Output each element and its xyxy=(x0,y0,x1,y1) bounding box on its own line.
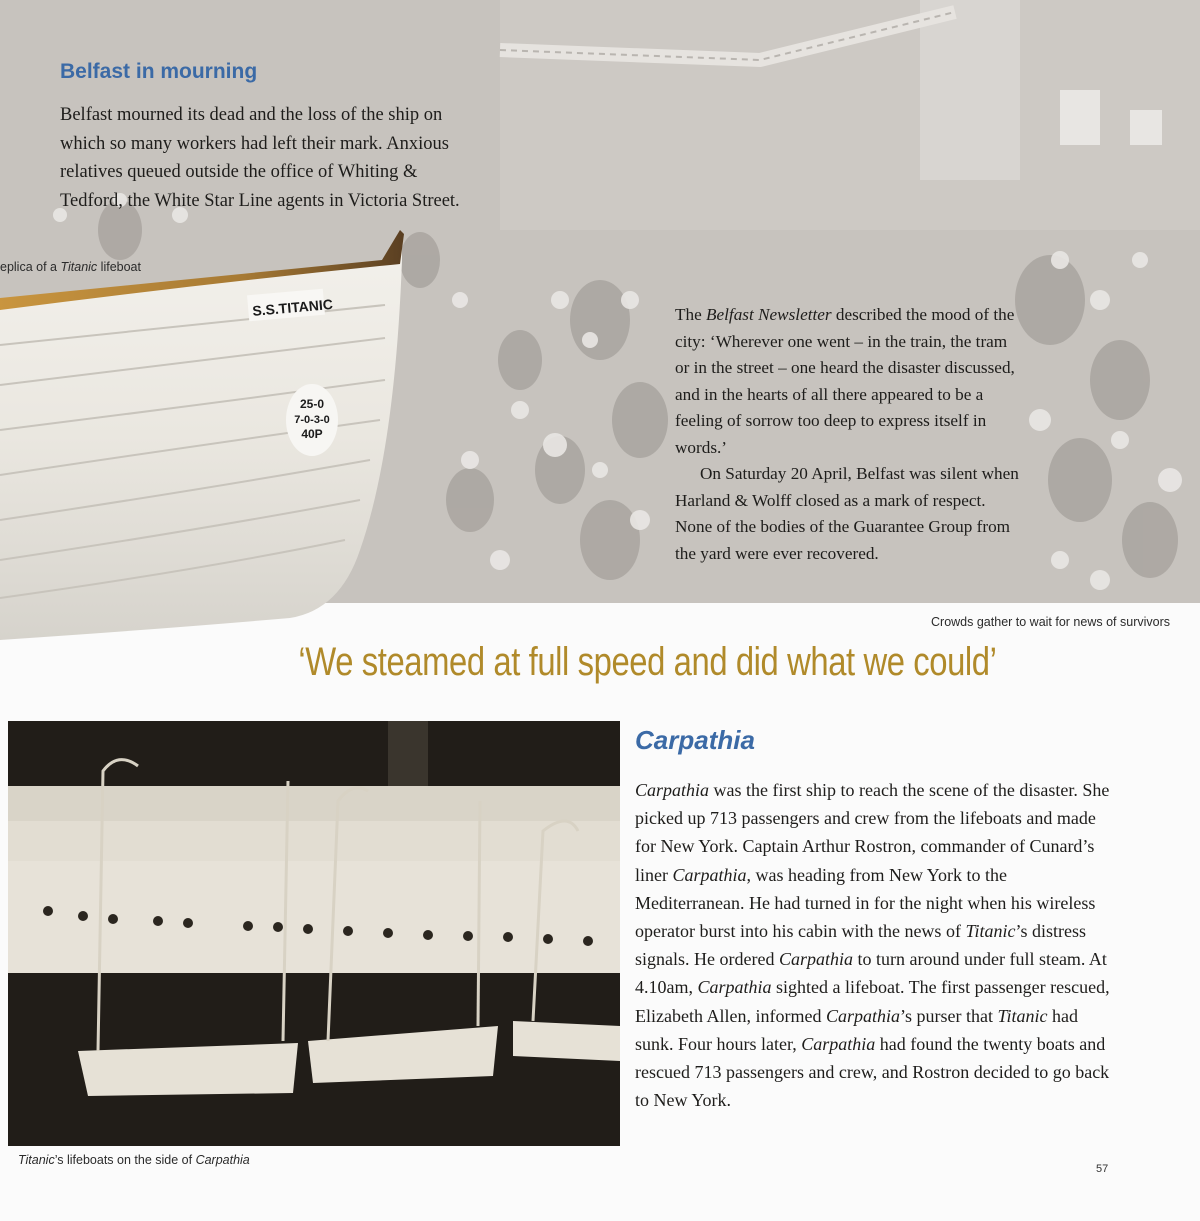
text: The xyxy=(675,305,707,324)
text: had found the twenty boats and rescued 713 passengers and crew, and Rostron decided to go back to New York. xyxy=(635,1033,1110,1111)
carpathia-photo-caption xyxy=(18,1153,250,1167)
lifeboat-replica-image xyxy=(0,220,420,650)
page-number: 57 xyxy=(1096,1163,1109,1175)
section-heading-carpathia: Carpathia xyxy=(635,725,755,755)
caption-text: ’s lifeboats on the side of xyxy=(54,1153,196,1167)
caption-italic: Carpathia xyxy=(195,1153,250,1167)
ship-name: Carpathia xyxy=(672,864,747,885)
carpathia-illustration xyxy=(8,721,620,1146)
text: ’s purser that xyxy=(899,1005,998,1026)
ship-name: Carpathia xyxy=(801,1033,876,1054)
section-heading-belfast: Belfast in mourning xyxy=(60,60,258,83)
capacity-line: 25-0 xyxy=(299,397,325,411)
carpathia-photo xyxy=(8,721,620,1146)
ship-name: Carpathia xyxy=(778,949,853,970)
publication-name: Belfast Newsletter xyxy=(706,305,832,324)
text: sighted a lifeboat. The first passenger rescued, Elizabeth Allen, informed xyxy=(635,977,1110,1026)
text-line: relatives queued outside the office of Whiting & xyxy=(60,162,418,182)
newsletter-text xyxy=(675,302,1020,567)
text: had sunk. Four hours later, xyxy=(635,1005,1078,1054)
caption-text: eplica of a xyxy=(0,260,61,274)
text: ’s distress signals. He ordered xyxy=(635,921,1086,970)
capacity-line: 40P xyxy=(301,427,323,441)
text: was the first ship to reach the scene of the disaster. She picked up 713 passengers and crew from the lifeboats and made for New York. Captain Arthur Rostron, commander of Cunard’s liner xyxy=(635,780,1110,885)
caption-italic: Titanic xyxy=(60,260,98,274)
nameplate-text: S.S.TITANIC xyxy=(251,295,334,319)
belfast-intro-text xyxy=(60,101,540,215)
carpathia-body-text xyxy=(635,776,1115,1114)
ship-name: Carpathia xyxy=(697,977,772,998)
paragraph: On Saturday 20 April, Belfast was silent when Harland & Wolff closed as a mark of respect. None of the bodies of the Guarantee Group from the yard were ever recovered. xyxy=(675,464,1019,563)
text: , was heading from New York to the Mediterranean. He had turned in for the night when his wireless operator burst into his cabin with the news of xyxy=(635,864,1096,942)
text-line: Belfast mourned its dead and the loss of the ship on xyxy=(60,105,443,125)
lifeboat-caption xyxy=(0,260,141,274)
caption-italic: Titanic xyxy=(18,1153,55,1167)
text: described the mood of the city: ‘Wherever one went – in the train, the tram or in the street – one heard the disaster discussed, and in the hearts of all there appeared to be a feeling of sorrow too deep to express itself in words.’ xyxy=(675,305,1015,457)
ship-name: Titanic xyxy=(965,921,1016,942)
text-line: which so many workers had left their mark. Anxious xyxy=(60,133,449,154)
pull-quote: ‘We steamed at full speed and did what we could’ xyxy=(298,640,997,684)
ship-name: Carpathia xyxy=(825,1005,900,1026)
ship-name: Titanic xyxy=(997,1005,1048,1026)
crowd-caption: Crowds gather to wait for news of survivors xyxy=(931,615,1170,629)
caption-text: lifeboat xyxy=(97,260,141,274)
paragraph xyxy=(675,302,1020,461)
text-line: Tedford, the White Star Line agents in Victoria Street. xyxy=(60,190,460,211)
ship-name: Carpathia xyxy=(635,780,710,800)
text: to turn around under full steam. At 4.10am, xyxy=(635,949,1107,998)
capacity-line: 7-0-3-0 xyxy=(294,414,330,426)
